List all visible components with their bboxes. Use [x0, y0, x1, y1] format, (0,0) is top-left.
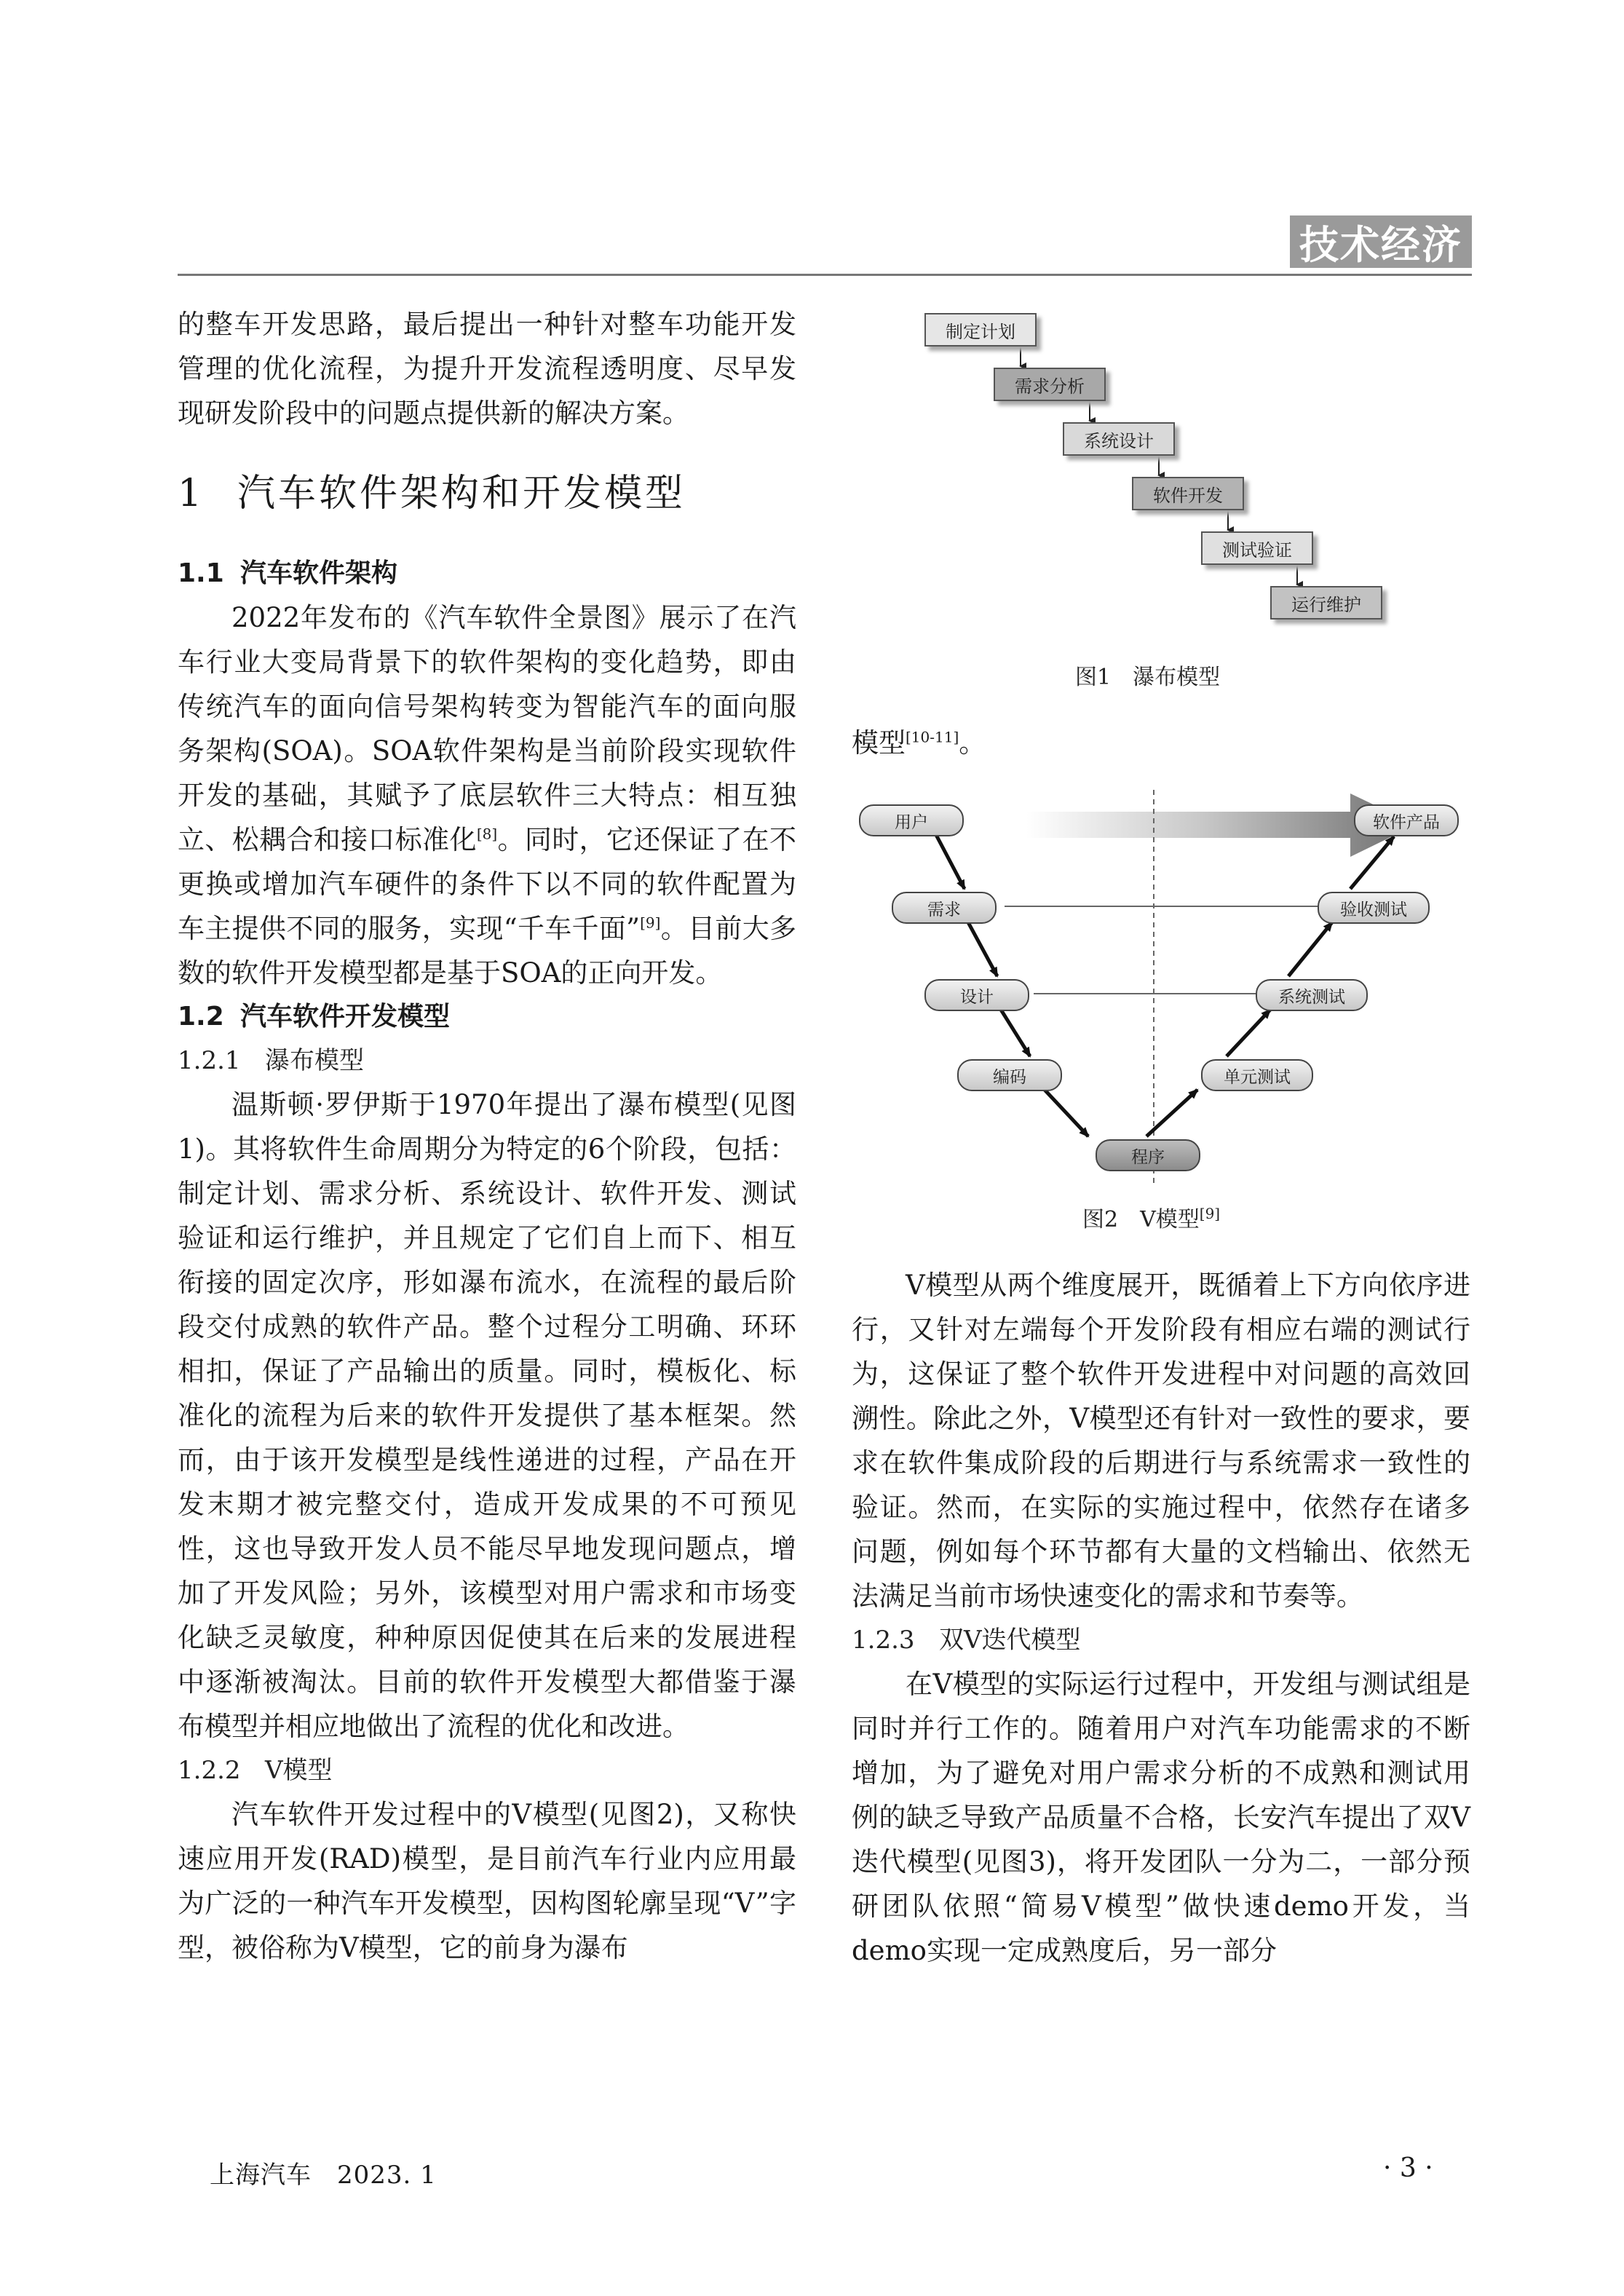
para-text: 。	[959, 727, 986, 759]
subsection-1-2-3-heading	[852, 1618, 1470, 1662]
footer-page-number: · 3 ·	[1383, 2153, 1433, 2183]
subsection-1-2-2-heading	[178, 1749, 796, 1792]
paragraph-1-2-1: 温斯顿·罗伊斯于1970年提出了瀑布模型(见图1)。其将软件生命周期分为特定的6个阶段，包括：制定计划、需求分析、系统设计、软件开发、测试验证和运行维护，并且规定了它们自上而下、相互衔接的固定次序，形如瀑布流水，在流程的最后阶段交付成熟的软件产品。整个过程分工明确、环环相扣，保证了产品输出的质量。同时，模板化、标准化的流程为后来的软件开发提供了基本框架。然而，由于该开发模型是线性递进的过程，产品在开发末期才被完整交付，造成开发成果的不可预见性，这也导致开发人员不能尽早地发现问题点，增加了开发风险；另外，该模型对用户需求和市场变化缺乏灵敏度，种种原因促使其在后来的发展进程中逐渐被淘汰。目前的软件开发模型大都借鉴于瀑布模型并相应地做出了流程的优化和改进。	[178, 1089, 796, 1742]
citation: [8]	[476, 825, 498, 843]
section-title: 汽车软件架构和开发模型	[237, 472, 686, 515]
subsection-title: 双V迭代模型	[939, 1626, 1081, 1655]
paragraph-1-2-2: 汽车软件开发过程中的V模型(见图2)，又称快速应用开发(RAD)模型，是目前汽车行业内应用最为广泛的一种汽车开发模型，因构图轮廓呈现“V”字型，被俗称为V模型，它的前身为瀑布	[178, 1799, 796, 1963]
subsection-1-2-1-heading	[178, 1039, 796, 1082]
v-down-arrow	[968, 922, 997, 976]
v-node-program: 程序	[1096, 1139, 1200, 1171]
section-1-heading	[178, 467, 796, 520]
waterfall-step: 系统设计	[1063, 422, 1175, 456]
subsection-number: 1.2.3	[852, 1626, 915, 1655]
right-continuation	[852, 721, 1470, 765]
subsection-number: 1.2.1	[178, 1046, 241, 1075]
intro-paragraph: 的整车开发思路，最后提出一种针对整车功能开发管理的优化流程，为提升开发流程透明度、尽早发现研发阶段中的问题点提供新的解决方案。	[178, 309, 796, 429]
v-node-system-test: 系统测试	[1256, 979, 1368, 1011]
figure-2-v-model	[848, 790, 1474, 1183]
subsection-title: 瀑布模型	[265, 1046, 364, 1075]
figure-2-caption	[1082, 1201, 1220, 1233]
waterfall-step: 需求分析	[994, 368, 1106, 401]
subsection-title: V模型	[265, 1756, 333, 1785]
subsection-number: 1.2.2	[178, 1756, 241, 1785]
para-text: 模型	[852, 727, 906, 759]
figure-1-caption: 图1 瀑布模型	[1075, 665, 1221, 690]
footer-journal: 上海汽车 2023. 1	[210, 2161, 437, 2190]
v-node-coding: 编码	[957, 1059, 1062, 1091]
header-rule	[178, 274, 1472, 276]
continuation-line	[852, 721, 1470, 765]
v-up-arrow	[1288, 922, 1332, 976]
v-down-arrow	[1001, 1010, 1030, 1056]
waterfall-step: 运行维护	[1270, 586, 1382, 619]
para-text: 。同时，它还保证了在不更换或增加汽车硬件的条件下以不同的软件配置为车主提供不同的服务，实现“千车千面”	[178, 824, 796, 944]
v-up-arrow	[1227, 1010, 1270, 1056]
waterfall-step: 测试验证	[1201, 531, 1313, 565]
citation: [10-11]	[906, 728, 959, 746]
waterfall-step: 制定计划	[924, 313, 1037, 347]
left-column	[178, 302, 796, 1970]
v-node-user: 用户	[859, 804, 964, 836]
v-node-requirement: 需求	[892, 892, 997, 924]
caption-text: 图2 V模型	[1082, 1207, 1200, 1232]
v-node-software-product: 软件产品	[1354, 804, 1459, 836]
section-tag: 技术经济	[1290, 215, 1472, 268]
v-node-unit-test: 单元测试	[1201, 1059, 1313, 1091]
subsection-1-1-heading	[178, 552, 796, 595]
para-text: 。目前大多数的软件开发模型都是基于SOA的正向开发。	[178, 913, 797, 989]
v-down-arrow	[935, 834, 965, 889]
paragraph-v-model: V模型从两个维度展开，既循着上下方向依序进行，又针对左端每个开发阶段有相应右端的测试行为，这保证了整个软件开发进程中对问题的高效回溯性。除此之外，V模型还有针对一致性的要求，要求在软件集成阶段的后期进行与系统需求一致性的验证。然而，在实际的实施过程中，依然存在诸多问题，例如每个环节都有大量的文档输出、依然无法满足当前市场快速变化的需求和节奏等。	[852, 1270, 1470, 1612]
waterfall-step: 软件开发	[1132, 477, 1244, 510]
subsection-number: 1.2	[178, 1002, 224, 1032]
section-number: 1	[178, 472, 205, 515]
citation: [9]	[1199, 1205, 1221, 1222]
v-down-arrow	[1045, 1090, 1088, 1136]
right-column	[852, 1263, 1470, 1973]
v-node-design: 设计	[924, 979, 1029, 1011]
citation: [9]	[640, 914, 661, 932]
subsection-title: 汽车软件开发模型	[240, 1002, 451, 1032]
figure-1-waterfall	[924, 309, 1390, 637]
subsection-number: 1.1	[178, 558, 224, 588]
paragraph-1-2-3: 在V模型的实际运行过程中，开发组与测试组是同时并行工作的。随着用户对汽车功能需求的不断增加，为了避免对用户需求分析的不成熟和测试用例的缺乏导致产品质量不合格，长安汽车提出了双V迭代模型(见图3)，将开发团队一分为二，一部分预研团队依照“简易V模型”做快速demo开发，当demo实现一定成熟度后，另一部分	[852, 1668, 1470, 1966]
subsection-title: 汽车软件架构	[240, 558, 398, 588]
para-text: 2022年发布的《汽车软件全景图》展示了在汽车行业大变局背景下的软件架构的变化趋势，即由传统汽车的面向信号架构转变为智能汽车的面向服务架构(SOA)。SOA软件架构是当前阶段实现软件开发的基础，其赋予了底层软件三大特点：相互独立、松耦合和接口标准化	[178, 602, 796, 855]
paragraph-1-1	[178, 595, 796, 995]
v-node-acceptance-test: 验收测试	[1318, 892, 1430, 924]
subsection-1-2-heading	[178, 995, 796, 1039]
